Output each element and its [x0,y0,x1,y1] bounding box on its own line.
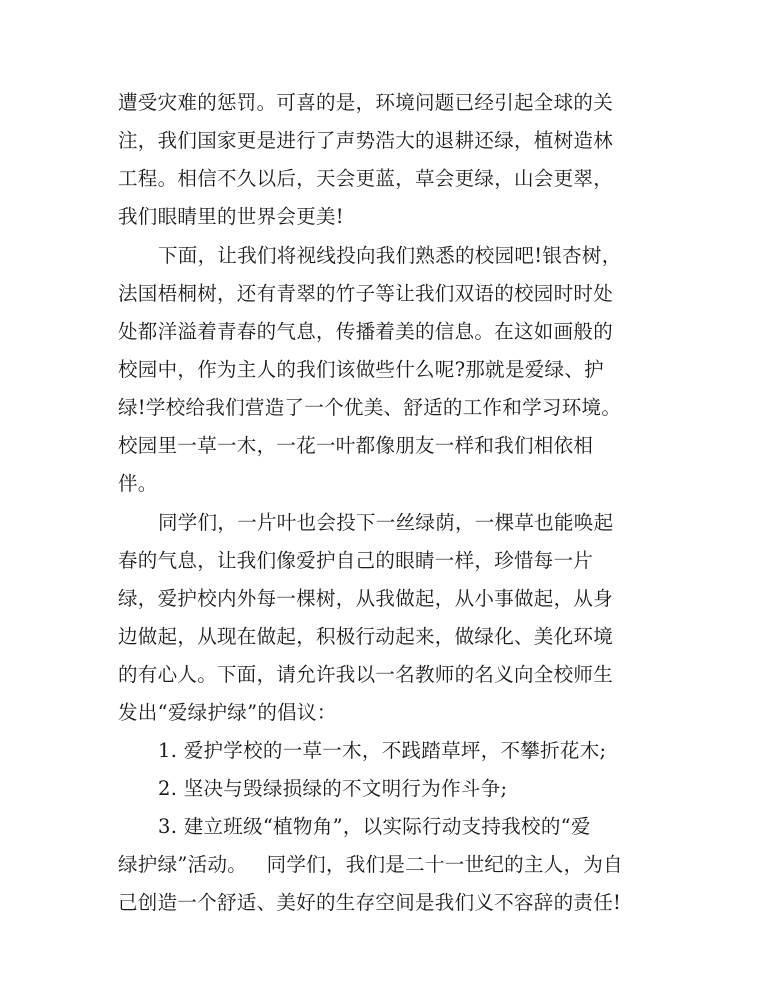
text-line: 春的气息，让我们像爱护自己的眼睛一样，珍惜每一片 [118,549,594,572]
text-line: 伴。 [118,472,158,495]
list-item: 1. 爱护学校的一草一木，不践踏草坪，不攀折花木; [158,739,607,762]
list-item: 3. 建立班级“植物角”，以实际行动支持我校的“爱 [158,815,591,838]
text-line: 绿护绿”活动。 同学们，我们是二十一世纪的主人，为自 [118,853,623,876]
text-line: 的有心人。下面，请允许我以一名教师的名义向全校师生 [118,663,614,686]
text-line: 处都洋溢着青春的气息，传播着美的信息。在这如画般的 [118,320,614,343]
text-line: 遭受灾难的惩罚。可喜的是，环境问题已经引起全球的关 [118,91,614,114]
text-line: 边做起，从现在做起，积极行动起来，做绿化、美化环境 [118,625,614,648]
paragraph-first-line: 同学们，一片叶也会投下一丝绿荫，一棵草也能唤起 [158,511,614,534]
text-line: 绿!学校给我们营造了一个优美、舒适的工作和学习环境。 [118,396,622,419]
paragraph-first-line: 下面，让我们将视线投向我们熟悉的校园吧!银杏树， [158,244,622,267]
text-line: 绿，爱护校内外每一棵树，从我做起，从小事做起，从身 [118,587,614,610]
text-line: 注，我们国家更是进行了声势浩大的退耕还绿，植树造林 [118,129,614,152]
list-item: 2. 坚决与毁绿损绿的不文明行为作斗争; [158,777,508,800]
text-line: 工程。相信不久以后，天会更蓝，草会更绿，山会更翠， [118,167,614,190]
text-line: 校园里一草一木，一花一叶都像朋友一样和我们相依相 [118,434,594,457]
text-line: 法国梧桐树，还有青翠的竹子等让我们双语的校园时时处 [118,282,614,305]
text-line: 校园中，作为主人的我们该做些什么呢?那就是爱绿、护 [118,358,604,381]
text-line: 我们眼睛里的世界会更美! [118,205,344,228]
text-line: 己创造一个舒适、美好的生存空间是我们义不容辞的责任! [118,891,622,914]
text-line: 发出“爱绿护绿”的倡议： [118,701,337,724]
